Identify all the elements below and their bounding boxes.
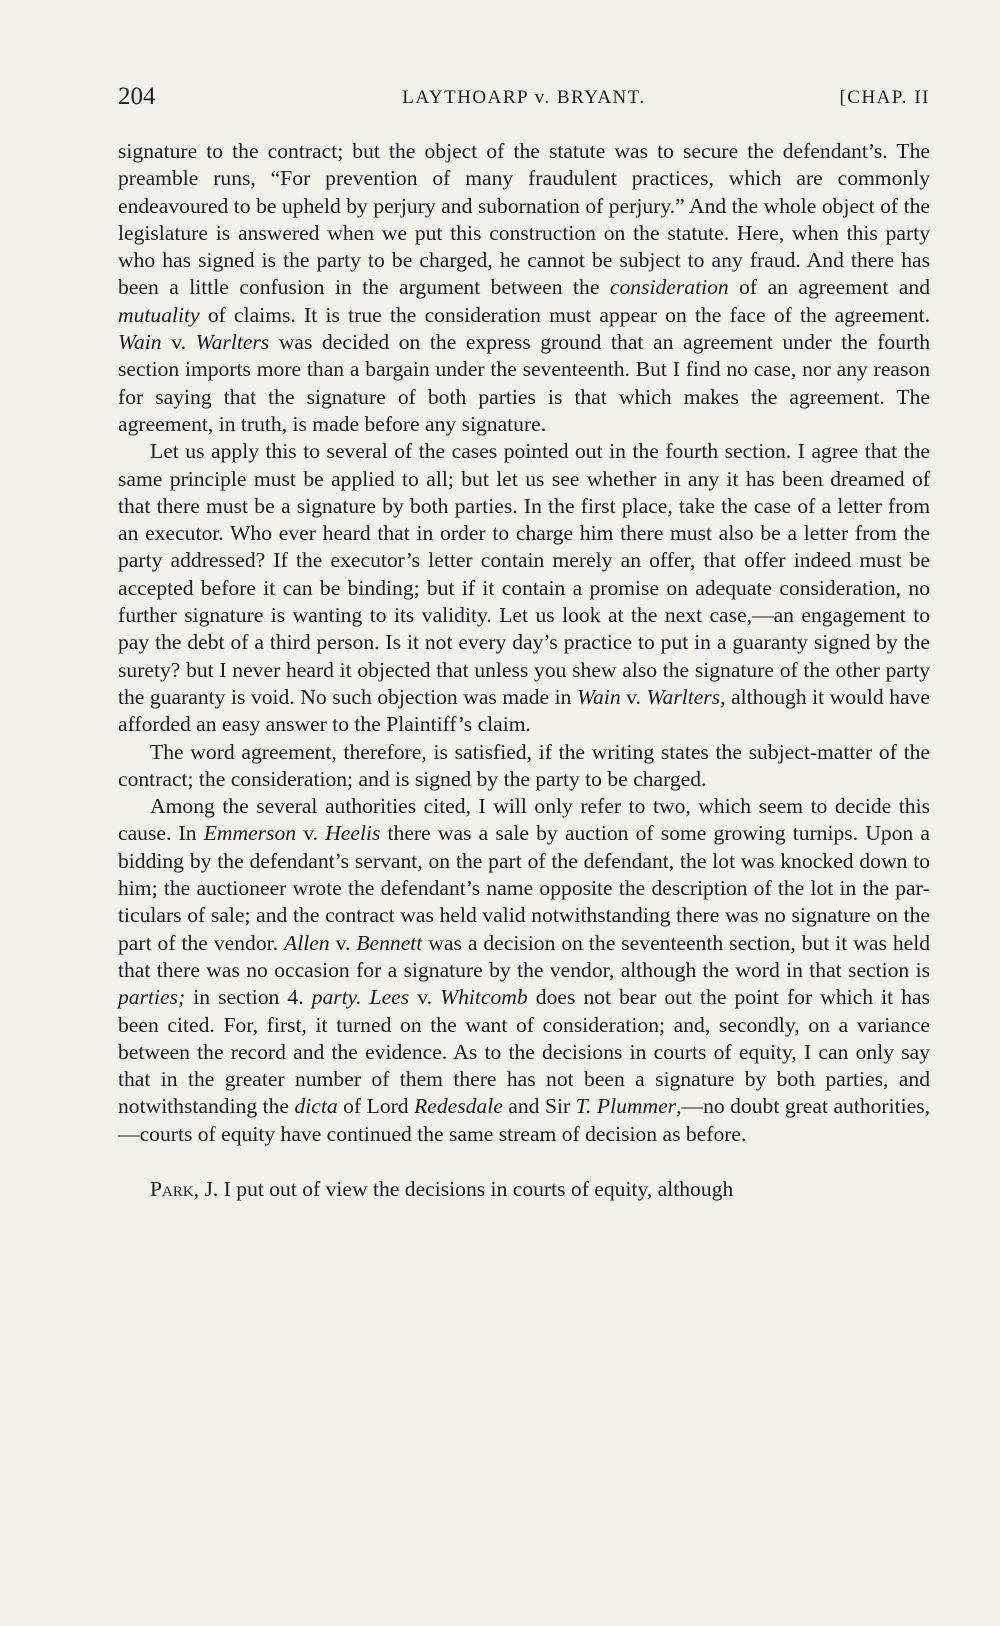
text-run: was a decision on the seventeenth section, but it was held that there was no occasion for a signature by the vendor, although the word in that section is — [118, 930, 931, 982]
italic-text: Heelis — [325, 821, 381, 846]
italic-text: Warlters — [646, 684, 721, 709]
italic-text: Bennett — [356, 930, 423, 955]
paragraph — [118, 438, 930, 738]
text-run: does not bear out the point for which it has been cited. For, first, it turned on the want of consideration; and, secondly, on a variance between the record and the evidence. As to the decisions in courts of equity, I can only say that in the greater number of them there has not been a signature by both parties, and notwithstanding the — [118, 985, 930, 1119]
paragraph — [118, 138, 930, 438]
paragraph — [118, 739, 930, 794]
text-run: v. — [161, 330, 196, 355]
running-title: LAYTHOARP v. BRYANT. — [402, 87, 646, 108]
italic-text: mutuality — [118, 302, 200, 327]
body-text — [118, 138, 930, 1203]
text-run: of an agreement and — [728, 275, 930, 300]
text-run: of claims. It is true the consideration must appear on the face of the agreement. — [199, 302, 930, 327]
italic-text: Redesdale — [414, 1094, 503, 1119]
text-run: I put out of view the decisions in courts of equity, although — [218, 1176, 734, 1201]
text-run: , although it would have afforded an easy answer to the Plaintiff’s claim. — [118, 684, 931, 737]
italic-text: parties; — [118, 985, 186, 1010]
italic-text: Wain — [577, 684, 621, 709]
italic-text: Emmerson — [203, 821, 297, 846]
text-run: v. — [409, 985, 441, 1010]
italic-text: consideration — [609, 275, 729, 300]
running-header — [118, 83, 930, 123]
text-run: Among the several authorities cited, I will only refer to two, which seem to decide this cause. In — [118, 794, 930, 846]
text-run: in section 4. — [185, 985, 312, 1010]
chapter-label: [CHAP. II — [839, 87, 930, 108]
text-run: was decided on the express ground that an agreement under the fourth section imports more than a bargain under the seventeenth. But I find no case, nor any reason for saying that the signature of both parties is that which makes the agreement. The agreement, in truth, is made before any signature. — [118, 330, 931, 436]
text-run: and Sir — [502, 1094, 576, 1119]
italic-text: Warlters — [195, 330, 270, 355]
text-run: v. — [296, 821, 326, 846]
italic-text: dicta — [294, 1094, 338, 1119]
paragraph — [118, 793, 930, 1148]
italic-text: Whitcomb — [440, 985, 528, 1010]
text-run: v. — [620, 684, 647, 709]
page-number: 204 — [118, 83, 156, 110]
text-run — [361, 985, 369, 1009]
italic-text: Wain — [118, 330, 162, 355]
paragraph — [118, 1176, 930, 1203]
text-run: v. — [329, 930, 357, 955]
speaker-name: Park, J. — [150, 1176, 219, 1201]
italic-text: Lees — [369, 985, 410, 1010]
italic-text: party. — [311, 985, 362, 1010]
italic-text: T. Plummer — [575, 1094, 677, 1119]
text-run: there was a sale by auction of some growing turnips. Upon a bidding by the defendant’s servant, on the part of the defendant, the lot was knocked down to him; the auctioneer wrote the defendant’s name opposite the description of the lot in the particulars of sale; and the contract was held valid notwithstanding there was no signature on the part of the vendor. — [118, 821, 930, 955]
text-run: ,—no doubt great authorities,—courts of equity have continued the same stream of decision as before. — [118, 1094, 930, 1146]
text-run: The word agreement, therefore, is satisfied, if the writing states the subject-matter of the contract; the consideration; and is signed by the party to be charged. — [118, 739, 930, 791]
text-run: Let us apply this to several of the cases pointed out in the fourth section. I agree that the same principle must be applied to all; but let us see whether in any it has been dreamed of that there must be a signature by both parties. In the first place, take the case of a letter from an executor. Who ever heard that in order to charge him there must also be a letter from the party addressed? If the executor’s letter contain merely an offer, that offer indeed must be accepted before it can be binding; but if it contain a promise on adequate consideration, no further signature is wanting to its validity. Let us look at the next case,—an engagement to pay the debt of a third person. Is it not every day’s practice to put in a guaranty signed by the surety? but I never heard it objected that unless you shew also the signature of the other party the guaranty is void. No such objection was made in — [118, 439, 930, 709]
italic-text: Allen — [284, 930, 330, 955]
text-run: of Lord — [337, 1094, 415, 1119]
text-run: signature to the contract; but the object of the statute was to secure the defendant’s. The preamble runs, “For prevention of many fraudulent practices, which are commonly endeavoured to be upheld by perjury and subornation of perjury.” And the whole object of the legislature is answered when we put this construction on the statute. Here, when this party who has signed is the party to be charged, he cannot be subject to any fraud. And there has been a little confusion in the argument between the — [118, 139, 930, 300]
